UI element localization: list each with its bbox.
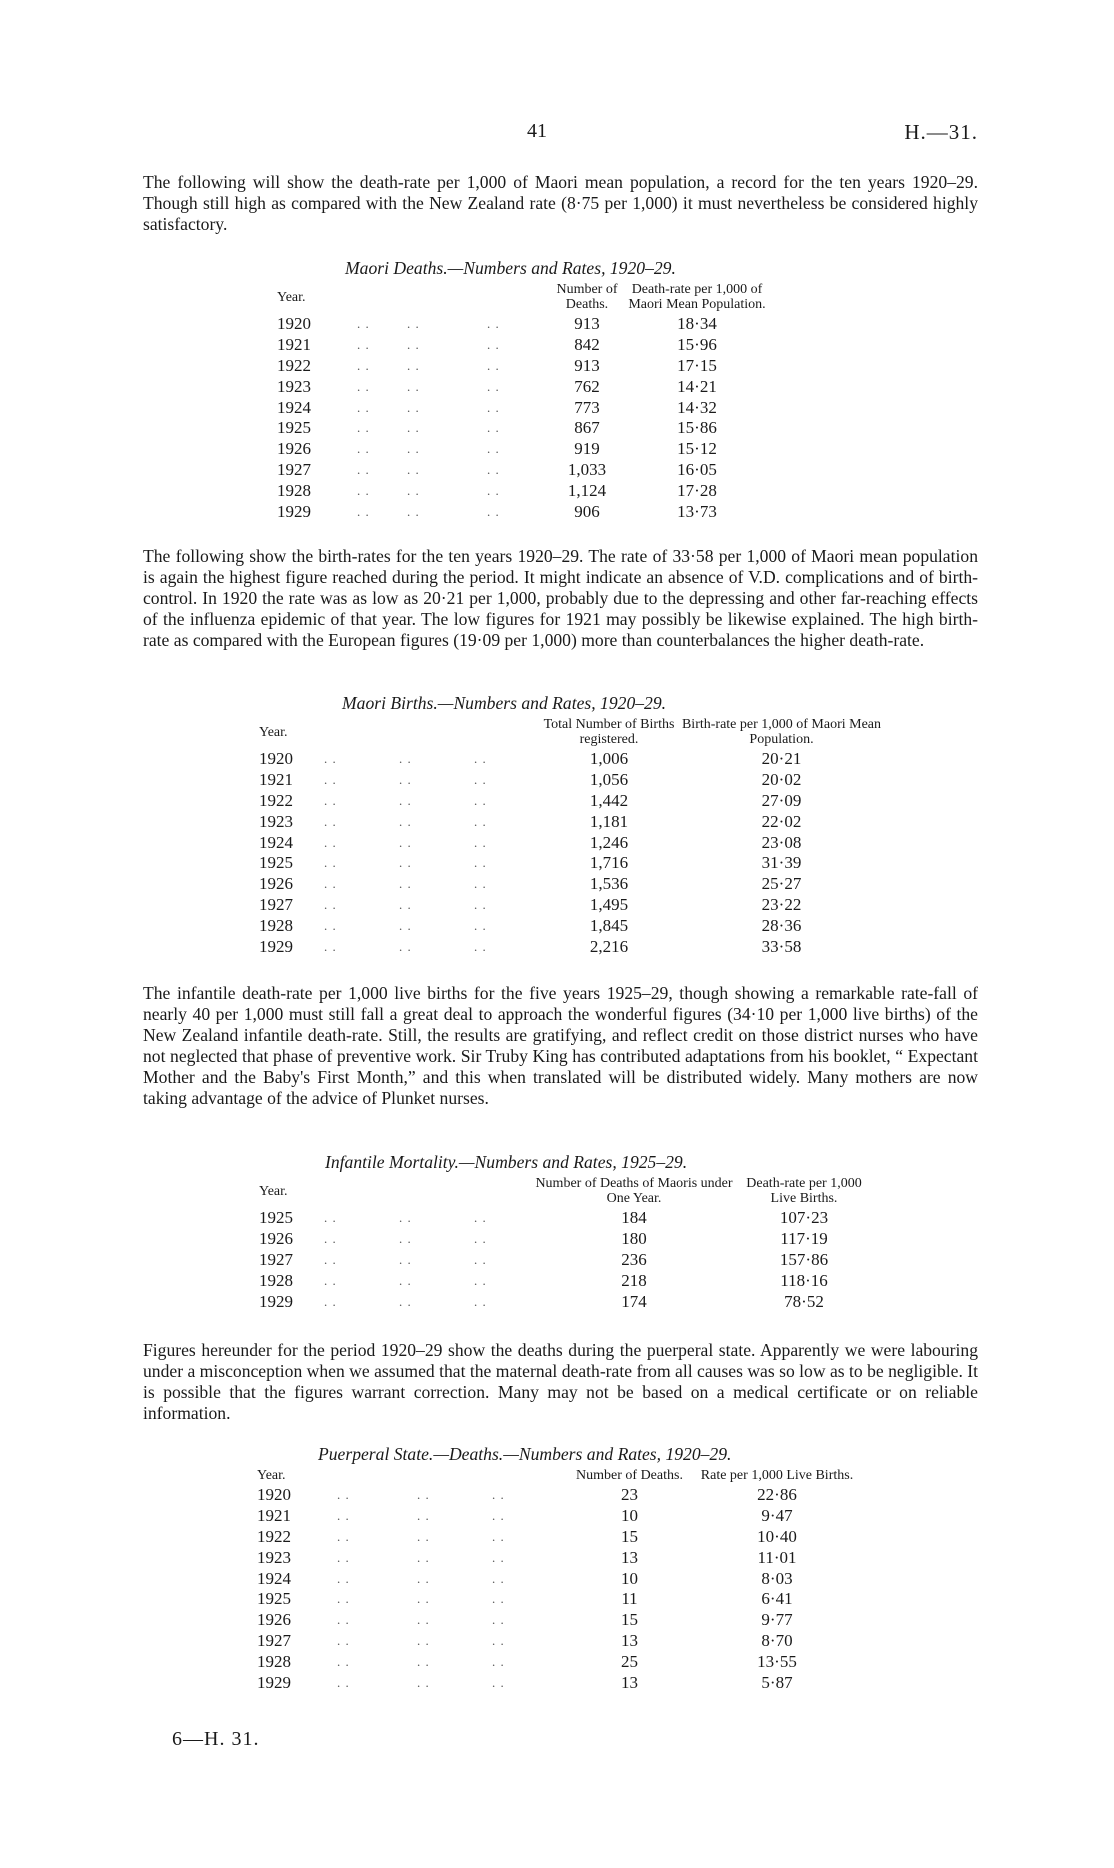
leader-dots: . .	[324, 813, 337, 829]
rate-cell: 14·21	[677, 376, 717, 396]
column-header-number-of-deaths: Number of Deaths.	[556, 282, 618, 312]
leader-dots: . .	[417, 1508, 430, 1524]
table-puerperal-state	[257, 1468, 862, 1693]
leader-dots: . .	[324, 1210, 337, 1226]
leader-dots: . .	[474, 855, 487, 871]
count-cell: 1,716	[589, 853, 629, 873]
year-cell: 1929	[259, 936, 293, 956]
year-cell: 1928	[277, 480, 311, 500]
table-row	[259, 1250, 874, 1271]
leader-dots: . .	[337, 1612, 350, 1628]
leader-dots: . .	[417, 1653, 430, 1669]
table-row	[259, 853, 884, 874]
leader-dots: . .	[492, 1632, 505, 1648]
table-row	[257, 1485, 862, 1506]
year-cell: 1927	[277, 459, 311, 479]
leader-dots: . .	[357, 503, 370, 519]
count-cell: 218	[621, 1270, 647, 1290]
count-cell: 174	[621, 1291, 647, 1311]
rate-cell: 5·87	[761, 1672, 793, 1692]
year-cell: 1928	[257, 1651, 291, 1671]
page-number: 41	[527, 120, 547, 142]
table-row	[257, 1506, 862, 1527]
leader-dots: . .	[407, 441, 420, 457]
rate-cell: 8·70	[761, 1630, 793, 1650]
count-cell: 913	[574, 314, 600, 334]
leader-dots: . .	[337, 1591, 350, 1607]
rate-cell: 27·09	[761, 790, 802, 810]
leader-dots: . .	[399, 1231, 412, 1247]
leader-dots: . .	[474, 1293, 487, 1309]
leader-dots: . .	[337, 1508, 350, 1524]
leader-dots: . .	[399, 855, 412, 871]
rate-cell: 17·28	[677, 480, 717, 500]
count-cell: 15	[621, 1526, 638, 1546]
leader-dots: . .	[487, 482, 500, 498]
leader-dots: . .	[474, 751, 487, 767]
year-cell: 1921	[277, 335, 311, 355]
year-cell: 1925	[277, 418, 311, 438]
count-cell: 13	[621, 1672, 638, 1692]
rate-cell: 31·39	[761, 853, 802, 873]
table-row	[257, 1631, 862, 1652]
rate-cell: 20·21	[761, 749, 802, 769]
year-cell: 1926	[277, 439, 311, 459]
count-cell: 1,056	[589, 770, 629, 790]
leader-dots: . .	[324, 751, 337, 767]
table-maori-deaths	[277, 282, 767, 522]
leader-dots: . .	[474, 834, 487, 850]
footer-signature: 6—H. 31.	[172, 1728, 260, 1750]
leader-dots: . .	[337, 1632, 350, 1648]
leader-dots: . .	[487, 420, 500, 436]
count-cell: 15	[621, 1610, 638, 1630]
year-cell: 1923	[257, 1547, 291, 1567]
rate-cell: 15·86	[677, 418, 717, 438]
table-row	[259, 915, 884, 936]
rate-cell: 13·55	[757, 1651, 797, 1671]
leader-dots: . .	[407, 399, 420, 415]
leader-dots: . .	[417, 1674, 430, 1690]
year-cell: 1927	[259, 1249, 293, 1269]
year-cell: 1926	[259, 1229, 293, 1249]
leader-dots: . .	[407, 503, 420, 519]
leader-dots: . .	[399, 813, 412, 829]
rate-cell: 25·27	[761, 874, 802, 894]
leader-dots: . .	[399, 938, 412, 954]
rate-cell: 6·41	[761, 1589, 793, 1609]
leader-dots: . .	[487, 357, 500, 373]
count-cell: 2,216	[589, 936, 629, 956]
rate-cell: 15·96	[677, 335, 717, 355]
table-row	[259, 770, 884, 791]
count-cell: 1,006	[589, 749, 629, 769]
rate-cell: 14·32	[677, 397, 717, 417]
leader-dots: . .	[357, 357, 370, 373]
leader-dots: . .	[487, 461, 500, 477]
rate-cell: 107·23	[779, 1208, 829, 1228]
count-cell: 23	[621, 1485, 638, 1505]
table-row	[277, 314, 767, 335]
column-header-year: Year.	[257, 1468, 286, 1483]
rate-cell: 28·36	[761, 915, 802, 935]
leader-dots: . .	[474, 896, 487, 912]
leader-dots: . .	[337, 1549, 350, 1565]
leader-dots: . .	[474, 1272, 487, 1288]
leader-dots: . .	[399, 772, 412, 788]
leader-dots: . .	[357, 337, 370, 353]
leader-dots: . .	[399, 1210, 412, 1226]
year-cell: 1920	[259, 749, 293, 769]
count-cell: 184	[621, 1208, 647, 1228]
leader-dots: . .	[399, 751, 412, 767]
table-row	[259, 811, 884, 832]
leader-dots: . .	[474, 1210, 487, 1226]
rate-cell: 23·08	[761, 832, 802, 852]
leader-dots: . .	[337, 1528, 350, 1544]
count-cell: 25	[621, 1651, 638, 1671]
leader-dots: . .	[324, 1231, 337, 1247]
paragraph-puerperal-state: Figures hereunder for the period 1920–29 show the deaths during the puerperal state. Apparently we were labouring under a misconception when we assumed that the maternal death-rate from all causes was so low as to be negligible. It is possible that the figures warrant correction. Many may not be based on a medical certificate or on reliable information.	[143, 1340, 978, 1423]
year-cell: 1924	[277, 397, 311, 417]
count-cell: 1,442	[589, 790, 629, 810]
leader-dots: . .	[357, 420, 370, 436]
year-cell: 1920	[277, 314, 311, 334]
document-reference: H.—31.	[904, 120, 978, 144]
count-cell: 1,495	[589, 894, 629, 914]
year-cell: 1927	[259, 894, 293, 914]
count-cell: 842	[574, 335, 600, 355]
leader-dots: . .	[492, 1612, 505, 1628]
caption-maori-births: Maori Births.—Numbers and Rates, 1920–29.	[342, 693, 667, 713]
rate-cell: 117·19	[780, 1229, 828, 1249]
leader-dots: . .	[399, 792, 412, 808]
table-row	[259, 791, 884, 812]
year-cell: 1924	[257, 1568, 291, 1588]
column-header-year: Year.	[259, 724, 288, 740]
table-row	[257, 1589, 862, 1610]
leader-dots: . .	[337, 1674, 350, 1690]
leader-dots: . .	[407, 420, 420, 436]
count-cell: 1,033	[567, 459, 607, 479]
leader-dots: . .	[492, 1487, 505, 1503]
leader-dots: . .	[407, 337, 420, 353]
caption-infantile-mortality: Infantile Mortality.—Numbers and Rates, 1925–29.	[325, 1152, 688, 1172]
leader-dots: . .	[357, 378, 370, 394]
table-row	[259, 1208, 874, 1229]
year-cell: 1920	[257, 1485, 291, 1505]
leader-dots: . .	[357, 482, 370, 498]
year-cell: 1921	[257, 1506, 291, 1526]
year-cell: 1922	[277, 355, 311, 375]
leader-dots: . .	[324, 772, 337, 788]
table-row	[257, 1651, 862, 1672]
table-row	[277, 480, 767, 501]
leader-dots: . .	[487, 399, 500, 415]
rate-cell: 15·12	[677, 439, 717, 459]
count-cell: 1,246	[589, 832, 629, 852]
rate-cell: 13·73	[677, 501, 717, 521]
rate-cell: 78·52	[784, 1291, 824, 1311]
leader-dots: . .	[399, 1251, 412, 1267]
leader-dots: . .	[337, 1487, 350, 1503]
leader-dots: . .	[324, 1272, 337, 1288]
caption-maori-deaths: Maori Deaths.—Numbers and Rates, 1920–29.	[345, 258, 676, 278]
leader-dots: . .	[474, 1231, 487, 1247]
count-cell: 906	[574, 501, 600, 521]
column-header-number-of-deaths: Number of Deaths.	[576, 1468, 683, 1483]
year-cell: 1929	[277, 501, 311, 521]
year-cell: 1925	[259, 853, 293, 873]
table-infantile-mortality	[259, 1176, 874, 1312]
year-cell: 1922	[257, 1526, 291, 1546]
table-row	[259, 936, 884, 957]
table-row	[277, 439, 767, 460]
leader-dots: . .	[492, 1549, 505, 1565]
count-cell: 762	[574, 376, 600, 396]
table-row	[277, 356, 767, 377]
leader-dots: . .	[474, 813, 487, 829]
leader-dots: . .	[474, 876, 487, 892]
rate-cell: 9·47	[761, 1506, 793, 1526]
year-cell: 1928	[259, 1270, 293, 1290]
leader-dots: . .	[474, 917, 487, 933]
table-row	[277, 418, 767, 439]
table-row	[259, 1229, 874, 1250]
leader-dots: . .	[357, 316, 370, 332]
column-header-infant-death-rate: Death-rate per 1,000 Live Births.	[746, 1176, 862, 1206]
leader-dots: . .	[474, 792, 487, 808]
rate-cell: 17·15	[677, 355, 717, 375]
leader-dots: . .	[492, 1508, 505, 1524]
table-row	[259, 1291, 874, 1312]
leader-dots: . .	[337, 1570, 350, 1586]
table-row	[277, 335, 767, 356]
leader-dots: . .	[492, 1528, 505, 1544]
year-cell: 1923	[277, 376, 311, 396]
leader-dots: . .	[324, 1251, 337, 1267]
year-cell: 1925	[259, 1208, 293, 1228]
year-cell: 1921	[259, 770, 293, 790]
leader-dots: . .	[474, 938, 487, 954]
table-row	[277, 460, 767, 481]
leader-dots: . .	[407, 378, 420, 394]
leader-dots: . .	[324, 834, 337, 850]
leader-dots: . .	[407, 316, 420, 332]
leader-dots: . .	[407, 482, 420, 498]
rate-cell: 22·86	[757, 1485, 797, 1505]
leader-dots: . .	[487, 316, 500, 332]
leader-dots: . .	[324, 876, 337, 892]
rate-cell: 16·05	[677, 459, 717, 479]
leader-dots: . .	[324, 896, 337, 912]
leader-dots: . .	[474, 1251, 487, 1267]
table-row	[257, 1672, 862, 1693]
count-cell: 1,124	[567, 480, 607, 500]
table-maori-births	[259, 717, 884, 957]
rate-cell: 22·02	[761, 811, 802, 831]
leader-dots: . .	[399, 834, 412, 850]
year-cell: 1925	[257, 1589, 291, 1609]
leader-dots: . .	[324, 917, 337, 933]
count-cell: 1,181	[589, 811, 629, 831]
rate-cell: 33·58	[761, 936, 802, 956]
leader-dots: . .	[492, 1570, 505, 1586]
rate-cell: 9·77	[761, 1610, 793, 1630]
leader-dots: . .	[399, 917, 412, 933]
leader-dots: . .	[357, 461, 370, 477]
table-row	[257, 1547, 862, 1568]
leader-dots: . .	[417, 1487, 430, 1503]
count-cell: 236	[621, 1249, 647, 1269]
leader-dots: . .	[357, 441, 370, 457]
count-cell: 773	[574, 397, 600, 417]
table-row	[257, 1527, 862, 1548]
leader-dots: . .	[337, 1653, 350, 1669]
count-cell: 13	[621, 1547, 638, 1567]
leader-dots: . .	[417, 1570, 430, 1586]
leader-dots: . .	[407, 357, 420, 373]
column-header-deaths-under-one-year: Number of Deaths of Maoris under One Year.	[535, 1176, 733, 1206]
column-header-death-rate: Death-rate per 1,000 of Maori Mean Population.	[628, 282, 766, 312]
table-row	[259, 749, 884, 770]
table-row	[257, 1610, 862, 1631]
column-header-rate-per-live-births: Rate per 1,000 Live Births.	[700, 1468, 854, 1483]
rate-cell: 11·01	[757, 1547, 797, 1567]
count-cell: 180	[621, 1229, 647, 1249]
rate-cell: 10·40	[757, 1526, 797, 1546]
count-cell: 10	[621, 1568, 638, 1588]
leader-dots: . .	[417, 1549, 430, 1565]
column-header-year: Year.	[277, 289, 306, 305]
leader-dots: . .	[357, 399, 370, 415]
year-cell: 1926	[259, 874, 293, 894]
leader-dots: . .	[399, 876, 412, 892]
rate-cell: 118·16	[780, 1270, 828, 1290]
year-cell: 1927	[257, 1630, 291, 1650]
rate-cell: 23·22	[761, 894, 802, 914]
paragraph-birth-rates: The following show the birth-rates for the ten years 1920–29. The rate of 33·58 per 1,000 of Maori mean population is again the highest figure reached during the period. It might indicate an absence of V.D. complications and of birth-control. In 1920 the rate was as low as 20·21 per 1,000, probably due to the depressing and other far-reaching effects of the influenza epidemic of that year. The low figures for 1921 may possibly be likewise explained. The high birth-rate as compared with the European figures (19·09 per 1,000) more than counterbalances the higher death-rate.	[143, 546, 978, 650]
leader-dots: . .	[492, 1653, 505, 1669]
year-cell: 1926	[257, 1610, 291, 1630]
count-cell: 919	[574, 439, 600, 459]
count-cell: 867	[574, 418, 600, 438]
leader-dots: . .	[474, 772, 487, 788]
leader-dots: . .	[324, 855, 337, 871]
rate-cell: 8·03	[761, 1568, 793, 1588]
year-cell: 1922	[259, 790, 293, 810]
rate-cell: 18·34	[677, 314, 717, 334]
table-row	[259, 1270, 874, 1291]
paragraph-death-rates: The following will show the death-rate per 1,000 of Maori mean population, a record for the ten years 1920–29. Though still high as compared with the New Zealand rate (8·75 per 1,000) it must nevertheless be considered highly satisfactory.	[143, 172, 978, 234]
leader-dots: . .	[417, 1632, 430, 1648]
leader-dots: . .	[487, 503, 500, 519]
column-header-total-births: Total Number of Births registered.	[543, 717, 675, 747]
count-cell: 10	[621, 1506, 638, 1526]
count-cell: 13	[621, 1630, 638, 1650]
rate-cell: 157·86	[779, 1249, 829, 1269]
caption-puerperal-state: Puerperal State.—Deaths.—Numbers and Rates, 1920–29.	[318, 1444, 732, 1464]
paragraph-infantile-mortality: The infantile death-rate per 1,000 live births for the five years 1925–29, though showing a remarkable rate-fall of nearly 40 per 1,000 must still fall a great deal to approach the wonderful figures (34·10 per 1,000 live births) of the New Zealand infantile death-rate. Still, the results are gratifying, and reflect credit on those district nurses who have not neglected that phase of preventive work. Sir Truby King has contributed adaptations from his booklet, “ Expectant Mother and the Baby's First Month,” and this when translated will be distributed widely. Many mothers are now taking advantage of the advice of Plunket nurses.	[143, 983, 978, 1108]
year-cell: 1924	[259, 832, 293, 852]
year-cell: 1929	[257, 1672, 291, 1692]
table-row	[277, 376, 767, 397]
rate-cell: 20·02	[761, 770, 802, 790]
year-cell: 1929	[259, 1291, 293, 1311]
count-cell: 1,536	[589, 874, 629, 894]
count-cell: 11	[621, 1589, 638, 1609]
table-row	[259, 895, 884, 916]
leader-dots: . .	[417, 1612, 430, 1628]
year-cell: 1923	[259, 811, 293, 831]
leader-dots: . .	[407, 461, 420, 477]
leader-dots: . .	[417, 1591, 430, 1607]
leader-dots: . .	[487, 337, 500, 353]
count-cell: 913	[574, 355, 600, 375]
count-cell: 1,845	[589, 915, 629, 935]
leader-dots: . .	[324, 938, 337, 954]
leader-dots: . .	[487, 441, 500, 457]
leader-dots: . .	[399, 1272, 412, 1288]
leader-dots: . .	[324, 1293, 337, 1309]
year-cell: 1928	[259, 915, 293, 935]
leader-dots: . .	[417, 1528, 430, 1544]
leader-dots: . .	[399, 896, 412, 912]
column-header-birth-rate: Birth-rate per 1,000 of Maori Mean Population.	[681, 717, 882, 747]
leader-dots: . .	[324, 792, 337, 808]
leader-dots: . .	[399, 1293, 412, 1309]
table-row	[259, 874, 884, 895]
column-header-year: Year.	[259, 1183, 288, 1199]
table-row	[277, 397, 767, 418]
table-row	[259, 832, 884, 853]
leader-dots: . .	[492, 1674, 505, 1690]
table-row	[257, 1568, 862, 1589]
leader-dots: . .	[492, 1591, 505, 1607]
leader-dots: . .	[487, 378, 500, 394]
table-row	[277, 501, 767, 522]
